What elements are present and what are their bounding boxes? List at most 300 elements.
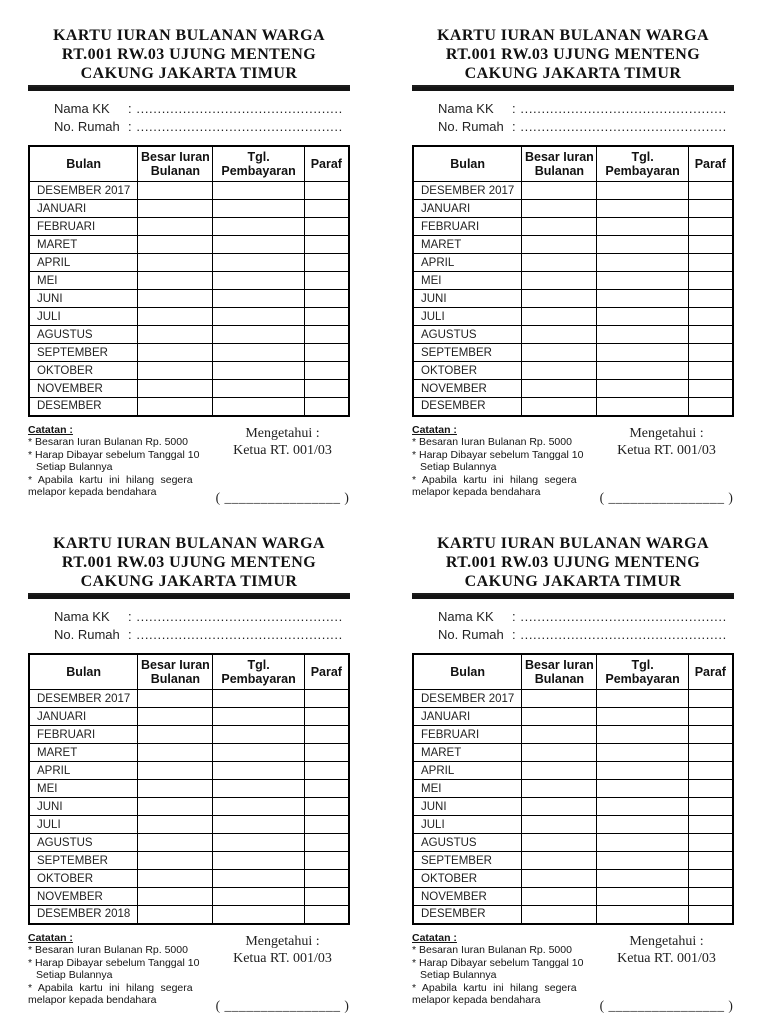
paraf-cell bbox=[688, 236, 733, 254]
paraf-cell bbox=[304, 816, 349, 834]
month-cell: MEI bbox=[29, 272, 138, 290]
payment-date-cell bbox=[597, 798, 688, 816]
table-row bbox=[413, 236, 733, 254]
month-cell: OKTOBER bbox=[29, 870, 138, 888]
payment-date-cell bbox=[213, 852, 304, 870]
table-row bbox=[413, 798, 733, 816]
notes-heading: Catatan : bbox=[28, 423, 73, 436]
table-row bbox=[29, 780, 349, 798]
payment-date-cell bbox=[213, 816, 304, 834]
nama-kk-label: Nama KK bbox=[54, 101, 110, 116]
amount-cell bbox=[522, 290, 597, 308]
month-cell: MARET bbox=[413, 236, 522, 254]
amount-cell bbox=[522, 380, 597, 398]
payment-date-cell bbox=[597, 254, 688, 272]
no-rumah-dotted-line: : ................................................. bbox=[128, 119, 343, 134]
amount-cell bbox=[522, 236, 597, 254]
col-header-besar-iuran bbox=[138, 654, 213, 690]
col-header-bulan: Bulan bbox=[413, 146, 522, 182]
paraf-cell bbox=[688, 780, 733, 798]
month-cell: MARET bbox=[29, 744, 138, 762]
approval-role: Ketua RT. 001/03 bbox=[617, 442, 716, 458]
paraf-cell bbox=[304, 200, 349, 218]
iuran-card-top-right bbox=[384, 4, 768, 512]
nama-kk-field bbox=[438, 608, 734, 626]
table-row bbox=[413, 870, 733, 888]
table-row bbox=[413, 344, 733, 362]
col-header-tgl-line2: Pembayaran bbox=[605, 164, 680, 178]
table-row bbox=[29, 326, 349, 344]
paraf-cell bbox=[304, 344, 349, 362]
month-cell: DESEMBER 2017 bbox=[413, 182, 522, 200]
signature-line: ( ________________ ) bbox=[215, 997, 350, 1013]
payment-date-cell bbox=[597, 272, 688, 290]
col-header-tgl-pembayaran bbox=[597, 654, 688, 690]
card-footer bbox=[412, 932, 734, 1014]
note-kartu-hilang-line1: * Apabila kartu ini hilang segera bbox=[412, 473, 577, 486]
amount-cell bbox=[138, 398, 213, 416]
amount-cell bbox=[138, 816, 213, 834]
card-title-line2: RT.001 RW.03 UJUNG MENTENG bbox=[61, 554, 317, 571]
note-harap-dibayar-line2: Setiap Bulannya bbox=[36, 461, 113, 473]
paraf-cell bbox=[688, 708, 733, 726]
amount-cell bbox=[522, 744, 597, 762]
payment-date-cell bbox=[213, 708, 304, 726]
payment-date-cell bbox=[213, 690, 304, 708]
no-rumah-label: No. Rumah bbox=[54, 627, 120, 642]
approval-title: Mengetahui : bbox=[245, 933, 320, 949]
month-cell: OKTOBER bbox=[413, 362, 522, 380]
note-besaran-iuran: * Besaran Iuran Bulanan Rp. 5000 bbox=[412, 944, 572, 956]
payment-date-cell bbox=[597, 906, 688, 924]
card-title-line1: KARTU IURAN BULANAN WARGA bbox=[437, 535, 709, 552]
month-cell: APRIL bbox=[29, 254, 138, 272]
title-divider-rule bbox=[28, 593, 350, 599]
payment-date-cell bbox=[213, 362, 304, 380]
table-header bbox=[29, 146, 349, 182]
card-title-line3: CAKUNG JAKARTA TIMUR bbox=[80, 65, 298, 82]
table-row bbox=[29, 708, 349, 726]
payment-date-cell bbox=[597, 218, 688, 236]
nama-kk-label: Nama KK bbox=[438, 101, 494, 116]
amount-cell bbox=[138, 254, 213, 272]
payment-date-cell bbox=[213, 272, 304, 290]
approval-section bbox=[599, 424, 734, 506]
table-row bbox=[29, 398, 349, 416]
paraf-cell bbox=[304, 726, 349, 744]
amount-cell bbox=[522, 182, 597, 200]
no-rumah-dotted-line: : ................................................. bbox=[512, 119, 727, 134]
payment-date-cell bbox=[597, 852, 688, 870]
table-row bbox=[413, 218, 733, 236]
no-rumah-dotted-line: : ................................................. bbox=[128, 627, 343, 642]
table-header-row bbox=[29, 654, 349, 690]
identity-fields bbox=[438, 100, 734, 136]
paraf-cell bbox=[304, 744, 349, 762]
approval-role: Ketua RT. 001/03 bbox=[233, 442, 332, 458]
table-header bbox=[413, 146, 733, 182]
table-row bbox=[413, 852, 733, 870]
payment-date-cell bbox=[597, 888, 688, 906]
iuran-table bbox=[28, 653, 350, 925]
paraf-cell bbox=[688, 254, 733, 272]
month-cell: FEBRUARI bbox=[413, 726, 522, 744]
note-kartu-hilang-line2: melapor kepada bendahara bbox=[28, 486, 157, 498]
paraf-cell bbox=[688, 816, 733, 834]
amount-cell bbox=[138, 798, 213, 816]
month-cell: JULI bbox=[29, 308, 138, 326]
col-header-besar-iuran-line1: Besar Iuran bbox=[141, 658, 210, 672]
table-row bbox=[413, 290, 733, 308]
amount-cell bbox=[138, 344, 213, 362]
month-cell: DESEMBER bbox=[413, 398, 522, 416]
payment-date-cell bbox=[597, 200, 688, 218]
payment-date-cell bbox=[597, 236, 688, 254]
table-body bbox=[29, 182, 349, 416]
payment-date-cell bbox=[213, 906, 304, 924]
payment-date-cell bbox=[213, 182, 304, 200]
paraf-cell bbox=[304, 290, 349, 308]
paraf-cell bbox=[304, 380, 349, 398]
paraf-cell bbox=[688, 398, 733, 416]
col-header-paraf: Paraf bbox=[688, 146, 733, 182]
no-rumah-field bbox=[438, 626, 734, 644]
approval-section bbox=[599, 932, 734, 1014]
col-header-paraf: Paraf bbox=[688, 654, 733, 690]
payment-date-cell bbox=[597, 182, 688, 200]
month-cell: MEI bbox=[413, 780, 522, 798]
payment-date-cell bbox=[213, 870, 304, 888]
col-header-paraf: Paraf bbox=[304, 654, 349, 690]
month-cell: FEBRUARI bbox=[29, 218, 138, 236]
payment-date-cell bbox=[597, 762, 688, 780]
table-row bbox=[29, 290, 349, 308]
month-cell: NOVEMBER bbox=[413, 888, 522, 906]
amount-cell bbox=[522, 726, 597, 744]
col-header-bulan: Bulan bbox=[413, 654, 522, 690]
amount-cell bbox=[138, 690, 213, 708]
approval-role: Ketua RT. 001/03 bbox=[233, 950, 332, 966]
payment-date-cell bbox=[597, 326, 688, 344]
month-cell: DESEMBER 2017 bbox=[413, 690, 522, 708]
table-row bbox=[413, 816, 733, 834]
notes-section bbox=[412, 932, 599, 1014]
paraf-cell bbox=[304, 852, 349, 870]
month-cell: APRIL bbox=[413, 762, 522, 780]
iuran-card-top-left bbox=[0, 4, 384, 512]
amount-cell bbox=[138, 834, 213, 852]
table-body bbox=[413, 182, 733, 416]
month-cell: NOVEMBER bbox=[29, 380, 138, 398]
payment-date-cell bbox=[597, 834, 688, 852]
title-divider-rule bbox=[412, 593, 734, 599]
no-rumah-label: No. Rumah bbox=[54, 119, 120, 134]
month-cell: AGUSTUS bbox=[413, 326, 522, 344]
table-row bbox=[413, 888, 733, 906]
amount-cell bbox=[522, 852, 597, 870]
col-header-tgl-line1: Tgl. bbox=[247, 658, 270, 672]
amount-cell bbox=[138, 708, 213, 726]
month-cell: JULI bbox=[413, 308, 522, 326]
note-kartu-hilang-line1: * Apabila kartu ini hilang segera bbox=[412, 981, 577, 994]
table-row bbox=[29, 744, 349, 762]
col-header-tgl-line1: Tgl. bbox=[631, 150, 654, 164]
amount-cell bbox=[522, 272, 597, 290]
table-row bbox=[413, 326, 733, 344]
month-cell: SEPTEMBER bbox=[29, 344, 138, 362]
table-row bbox=[29, 852, 349, 870]
amount-cell bbox=[522, 254, 597, 272]
amount-cell bbox=[138, 888, 213, 906]
note-harap-dibayar-line1: * Harap Dibayar sebelum Tanggal 10 bbox=[412, 448, 584, 461]
paraf-cell bbox=[688, 218, 733, 236]
paraf-cell bbox=[304, 182, 349, 200]
month-cell: FEBRUARI bbox=[413, 218, 522, 236]
payment-date-cell bbox=[597, 816, 688, 834]
payment-date-cell bbox=[213, 308, 304, 326]
paraf-cell bbox=[304, 834, 349, 852]
month-cell: MARET bbox=[29, 236, 138, 254]
amount-cell bbox=[138, 852, 213, 870]
month-cell: DESEMBER bbox=[413, 906, 522, 924]
col-header-tgl-line1: Tgl. bbox=[247, 150, 270, 164]
paraf-cell bbox=[688, 200, 733, 218]
note-harap-dibayar-line1: * Harap Dibayar sebelum Tanggal 10 bbox=[28, 448, 200, 461]
paraf-cell bbox=[688, 272, 733, 290]
payment-date-cell bbox=[597, 290, 688, 308]
approval-section bbox=[215, 932, 350, 1014]
amount-cell bbox=[522, 780, 597, 798]
table-row bbox=[413, 762, 733, 780]
card-title-line1: KARTU IURAN BULANAN WARGA bbox=[53, 27, 325, 44]
payment-date-cell bbox=[213, 290, 304, 308]
payment-date-cell bbox=[597, 780, 688, 798]
amount-cell bbox=[138, 380, 213, 398]
table-header-row bbox=[413, 146, 733, 182]
paraf-cell bbox=[688, 690, 733, 708]
iuran-table bbox=[28, 145, 350, 417]
amount-cell bbox=[522, 200, 597, 218]
note-kartu-hilang-line2: melapor kepada bendahara bbox=[412, 486, 541, 498]
month-cell: NOVEMBER bbox=[29, 888, 138, 906]
table-row bbox=[413, 834, 733, 852]
no-rumah-field bbox=[438, 118, 734, 136]
table-row bbox=[29, 726, 349, 744]
col-header-besar-iuran bbox=[522, 146, 597, 182]
amount-cell bbox=[522, 326, 597, 344]
note-harap-dibayar-line2: Setiap Bulannya bbox=[420, 461, 497, 473]
amount-cell bbox=[138, 326, 213, 344]
payment-date-cell bbox=[597, 690, 688, 708]
card-footer bbox=[28, 932, 350, 1014]
card-title-line2: RT.001 RW.03 UJUNG MENTENG bbox=[445, 554, 701, 571]
month-cell: FEBRUARI bbox=[29, 726, 138, 744]
table-row bbox=[29, 870, 349, 888]
month-cell: MEI bbox=[29, 780, 138, 798]
payment-date-cell bbox=[213, 344, 304, 362]
paraf-cell bbox=[304, 254, 349, 272]
table-row bbox=[29, 200, 349, 218]
card-footer bbox=[28, 424, 350, 506]
payment-date-cell bbox=[597, 726, 688, 744]
amount-cell bbox=[138, 362, 213, 380]
signature-line: ( ________________ ) bbox=[215, 489, 350, 505]
amount-cell bbox=[522, 690, 597, 708]
approval-section bbox=[215, 424, 350, 506]
note-besaran-iuran: * Besaran Iuran Bulanan Rp. 5000 bbox=[28, 436, 188, 448]
table-header-row bbox=[29, 146, 349, 182]
identity-fields bbox=[438, 608, 734, 644]
col-header-besar-iuran-line2: Bulanan bbox=[150, 164, 201, 178]
card-title-line1: KARTU IURAN BULANAN WARGA bbox=[437, 27, 709, 44]
payment-date-cell bbox=[213, 380, 304, 398]
amount-cell bbox=[522, 708, 597, 726]
month-cell: MARET bbox=[413, 744, 522, 762]
no-rumah-label: No. Rumah bbox=[438, 627, 504, 642]
paraf-cell bbox=[688, 290, 733, 308]
table-row bbox=[29, 380, 349, 398]
paraf-cell bbox=[688, 380, 733, 398]
notes-heading: Catatan : bbox=[28, 931, 73, 944]
paraf-cell bbox=[304, 708, 349, 726]
notes-section bbox=[28, 932, 215, 1014]
table-row bbox=[413, 726, 733, 744]
month-cell: OKTOBER bbox=[29, 362, 138, 380]
table-row bbox=[413, 744, 733, 762]
amount-cell bbox=[138, 218, 213, 236]
amount-cell bbox=[522, 798, 597, 816]
table-row bbox=[413, 254, 733, 272]
table-row bbox=[29, 906, 349, 924]
payment-date-cell bbox=[597, 744, 688, 762]
table-row bbox=[413, 182, 733, 200]
amount-cell bbox=[522, 906, 597, 924]
month-cell: JULI bbox=[413, 816, 522, 834]
notes-section bbox=[412, 424, 599, 506]
card-footer bbox=[412, 424, 734, 506]
col-header-besar-iuran-line2: Bulanan bbox=[150, 672, 201, 686]
card-title-line1: KARTU IURAN BULANAN WARGA bbox=[53, 535, 325, 552]
col-header-tgl-pembayaran bbox=[213, 654, 304, 690]
signature-line: ( ________________ ) bbox=[599, 997, 734, 1013]
nama-kk-label: Nama KK bbox=[54, 609, 110, 624]
table-row bbox=[413, 708, 733, 726]
month-cell: APRIL bbox=[413, 254, 522, 272]
table-row bbox=[29, 690, 349, 708]
note-kartu-hilang-line1: * Apabila kartu ini hilang segera bbox=[28, 981, 193, 994]
notes-section bbox=[28, 424, 215, 506]
table-header bbox=[413, 654, 733, 690]
payment-date-cell bbox=[213, 834, 304, 852]
nama-kk-label: Nama KK bbox=[438, 609, 494, 624]
table-row bbox=[29, 816, 349, 834]
amount-cell bbox=[522, 218, 597, 236]
col-header-besar-iuran bbox=[522, 654, 597, 690]
amount-cell bbox=[522, 308, 597, 326]
amount-cell bbox=[138, 744, 213, 762]
paraf-cell bbox=[688, 726, 733, 744]
payment-date-cell bbox=[597, 380, 688, 398]
paraf-cell bbox=[688, 308, 733, 326]
col-header-tgl-line2: Pembayaran bbox=[605, 672, 680, 686]
nama-kk-dotted-line: : ................................................. bbox=[512, 101, 727, 116]
nama-kk-dotted-line: : ................................................. bbox=[128, 101, 343, 116]
paraf-cell bbox=[304, 362, 349, 380]
paraf-cell bbox=[304, 236, 349, 254]
card-title-line3: CAKUNG JAKARTA TIMUR bbox=[464, 573, 682, 590]
payment-date-cell bbox=[213, 888, 304, 906]
paraf-cell bbox=[688, 744, 733, 762]
col-header-besar-iuran-line1: Besar Iuran bbox=[525, 150, 594, 164]
payment-date-cell bbox=[597, 870, 688, 888]
signature-line: ( ________________ ) bbox=[599, 489, 734, 505]
note-harap-dibayar-line2: Setiap Bulannya bbox=[420, 969, 497, 981]
paraf-cell bbox=[304, 272, 349, 290]
identity-fields bbox=[54, 100, 350, 136]
amount-cell bbox=[522, 362, 597, 380]
table-row bbox=[29, 344, 349, 362]
payment-date-cell bbox=[597, 308, 688, 326]
nama-kk-dotted-line: : ................................................. bbox=[512, 609, 727, 624]
note-kartu-hilang-line1: * Apabila kartu ini hilang segera bbox=[28, 473, 193, 486]
approval-title: Mengetahui : bbox=[629, 933, 704, 949]
note-harap-dibayar-line1: * Harap Dibayar sebelum Tanggal 10 bbox=[28, 956, 200, 969]
col-header-besar-iuran-line2: Bulanan bbox=[534, 672, 585, 686]
notes-heading: Catatan : bbox=[412, 423, 457, 436]
month-cell: AGUSTUS bbox=[29, 834, 138, 852]
table-row bbox=[413, 690, 733, 708]
month-cell: DESEMBER 2017 bbox=[29, 690, 138, 708]
table-row bbox=[413, 380, 733, 398]
identity-fields bbox=[54, 608, 350, 644]
nama-kk-field bbox=[54, 100, 350, 118]
month-cell: MEI bbox=[413, 272, 522, 290]
approval-title: Mengetahui : bbox=[629, 425, 704, 441]
card-title-line2: RT.001 RW.03 UJUNG MENTENG bbox=[61, 46, 317, 63]
col-header-besar-iuran bbox=[138, 146, 213, 182]
col-header-besar-iuran-line1: Besar Iuran bbox=[525, 658, 594, 672]
amount-cell bbox=[138, 182, 213, 200]
table-header-row bbox=[413, 654, 733, 690]
table-row bbox=[29, 182, 349, 200]
card-title-line2: RT.001 RW.03 UJUNG MENTENG bbox=[445, 46, 701, 63]
paraf-cell bbox=[304, 398, 349, 416]
table-row bbox=[29, 308, 349, 326]
month-cell: JULI bbox=[29, 816, 138, 834]
month-cell: SEPTEMBER bbox=[29, 852, 138, 870]
month-cell: NOVEMBER bbox=[413, 380, 522, 398]
paraf-cell bbox=[304, 798, 349, 816]
month-cell: SEPTEMBER bbox=[413, 344, 522, 362]
card-header bbox=[28, 26, 350, 83]
paraf-cell bbox=[688, 834, 733, 852]
amount-cell bbox=[138, 200, 213, 218]
table-body bbox=[29, 690, 349, 924]
nama-kk-field bbox=[438, 100, 734, 118]
table-row bbox=[29, 362, 349, 380]
table-row bbox=[29, 798, 349, 816]
month-cell: JANUARI bbox=[29, 708, 138, 726]
paraf-cell bbox=[688, 798, 733, 816]
month-cell: DESEMBER bbox=[29, 398, 138, 416]
iuran-card-bottom-left bbox=[0, 512, 384, 1020]
payment-date-cell bbox=[597, 708, 688, 726]
paraf-cell bbox=[688, 852, 733, 870]
table-row bbox=[29, 218, 349, 236]
paraf-cell bbox=[688, 870, 733, 888]
table-row bbox=[29, 834, 349, 852]
month-cell: JUNI bbox=[413, 290, 522, 308]
